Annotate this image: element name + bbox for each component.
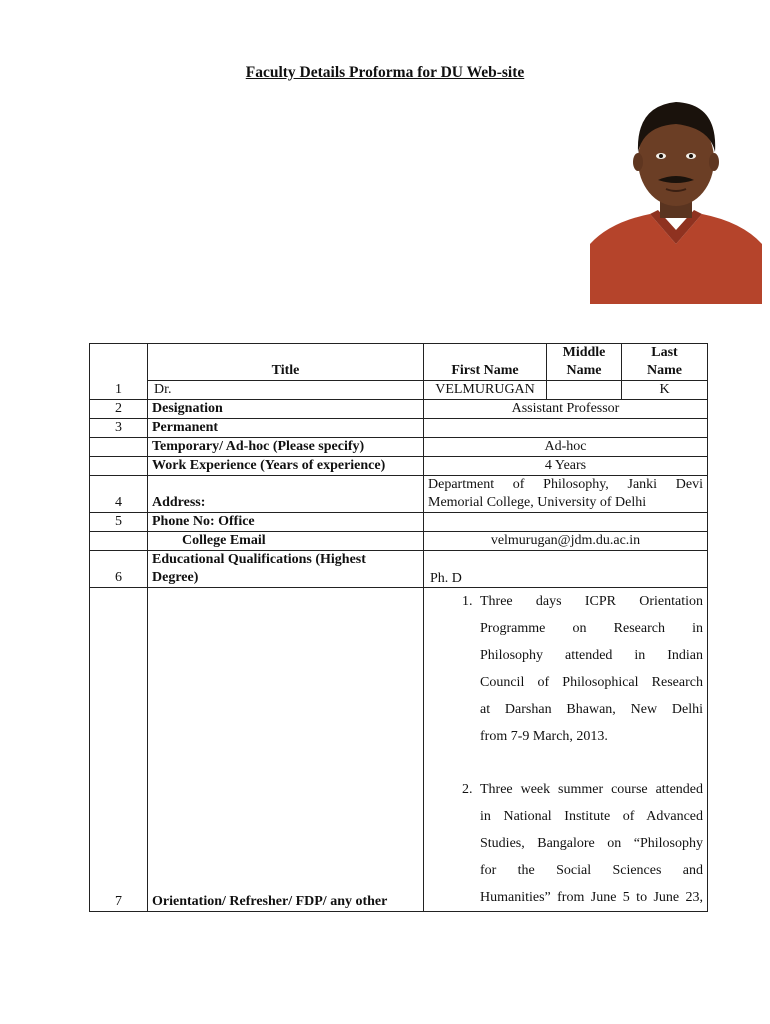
list-item-line: Philosophy attended in Indian (480, 648, 703, 663)
list-item-line: Humanities” from June 5 to June 23, (480, 890, 703, 905)
table-row (90, 438, 708, 457)
address-line-2: Memorial College, University of Delhi (428, 495, 647, 510)
middle-name-header-line2: Name (566, 363, 602, 378)
document-title: Faculty Details Proforma for DU Web-site (245, 64, 525, 81)
address-value (424, 476, 708, 513)
table-header-row (90, 344, 708, 381)
last-name-value: K (622, 381, 708, 400)
qualifications-label (148, 551, 424, 588)
list-item-line: in National Institute of Advanced (480, 809, 703, 824)
designation-value: Assistant Professor (424, 400, 708, 419)
middle-name-header-line1: Middle (562, 345, 606, 360)
last-name-header (622, 344, 708, 381)
list-item-line: from 7-9 March, 2013. (480, 729, 608, 744)
faculty-portrait-icon (590, 94, 762, 304)
qualifications-label-line2: Degree) (152, 570, 199, 585)
temporary-adhoc-value: Ad-hoc (424, 438, 708, 457)
faculty-details-table (89, 343, 708, 912)
row-number: 5 (90, 513, 148, 532)
row-number-cell: 1 (90, 344, 148, 400)
last-name-header-line2: Name (647, 363, 682, 378)
first-name-header: First Name (424, 344, 547, 381)
middle-name-value (547, 381, 622, 400)
orientation-list (428, 588, 703, 911)
work-experience-label: Work Experience (Years of experience) (148, 457, 424, 476)
row-number-empty (90, 438, 148, 457)
table-row (90, 532, 708, 551)
last-name-header-line1: Last (651, 345, 678, 360)
table-row (90, 381, 708, 400)
list-item (476, 588, 703, 776)
table-row (90, 476, 708, 513)
first-name-value: VELMURUGAN (424, 381, 547, 400)
table-row (90, 457, 708, 476)
orientation-label: Orientation/ Refresher/ FDP/ any other (148, 588, 424, 912)
row-number: 3 (90, 419, 148, 438)
orientation-value (424, 571, 708, 912)
faculty-photo (590, 94, 762, 304)
row-number: 6 (90, 551, 148, 588)
row-number-empty (90, 457, 148, 476)
designation-label: Designation (148, 400, 424, 419)
table-row (90, 400, 708, 419)
list-item-line: for the Social Sciences and (480, 863, 703, 878)
list-item-line: 2. Three week summer course attended (480, 782, 703, 797)
row-number: 2 (90, 400, 148, 419)
list-item-line: at Darshan Bhawan, New Delhi (480, 702, 703, 717)
permanent-value (424, 419, 708, 438)
table-row (90, 513, 708, 532)
permanent-label: Permanent (148, 419, 424, 438)
list-item-line: Council of Philosophical Research (480, 675, 703, 690)
list-item-line: Studies, Bangalore on “Philosophy (480, 836, 703, 851)
list-item-line: 1. Three days ICPR Orientation (480, 594, 703, 609)
phone-office-label: Phone No: Office (148, 513, 424, 532)
row-number-empty (90, 532, 148, 551)
phone-office-value (424, 513, 708, 532)
title-value: Dr. (148, 381, 424, 400)
college-email-value: velmurugan@jdm.du.ac.in (424, 532, 708, 551)
college-email-label: College Email (148, 532, 424, 551)
temporary-adhoc-label: Temporary/ Ad-hoc (Please specify) (148, 438, 424, 457)
work-experience-value: 4 Years (424, 457, 708, 476)
list-item (476, 776, 703, 911)
table-row (90, 419, 708, 438)
row-number: 4 (90, 476, 148, 513)
qualifications-label-line1: Educational Qualifications (Highest (152, 552, 366, 567)
address-label: Address: (148, 476, 424, 513)
qualification-degree: Ph. D (430, 571, 462, 586)
title-header: Title (148, 344, 424, 381)
address-line-1: Department of Philosophy, Janki Devi (428, 477, 703, 492)
table-row (90, 588, 708, 912)
list-item-line: Programme on Research in (480, 621, 703, 636)
middle-name-header (547, 344, 622, 381)
row-number: 7 (90, 588, 148, 912)
